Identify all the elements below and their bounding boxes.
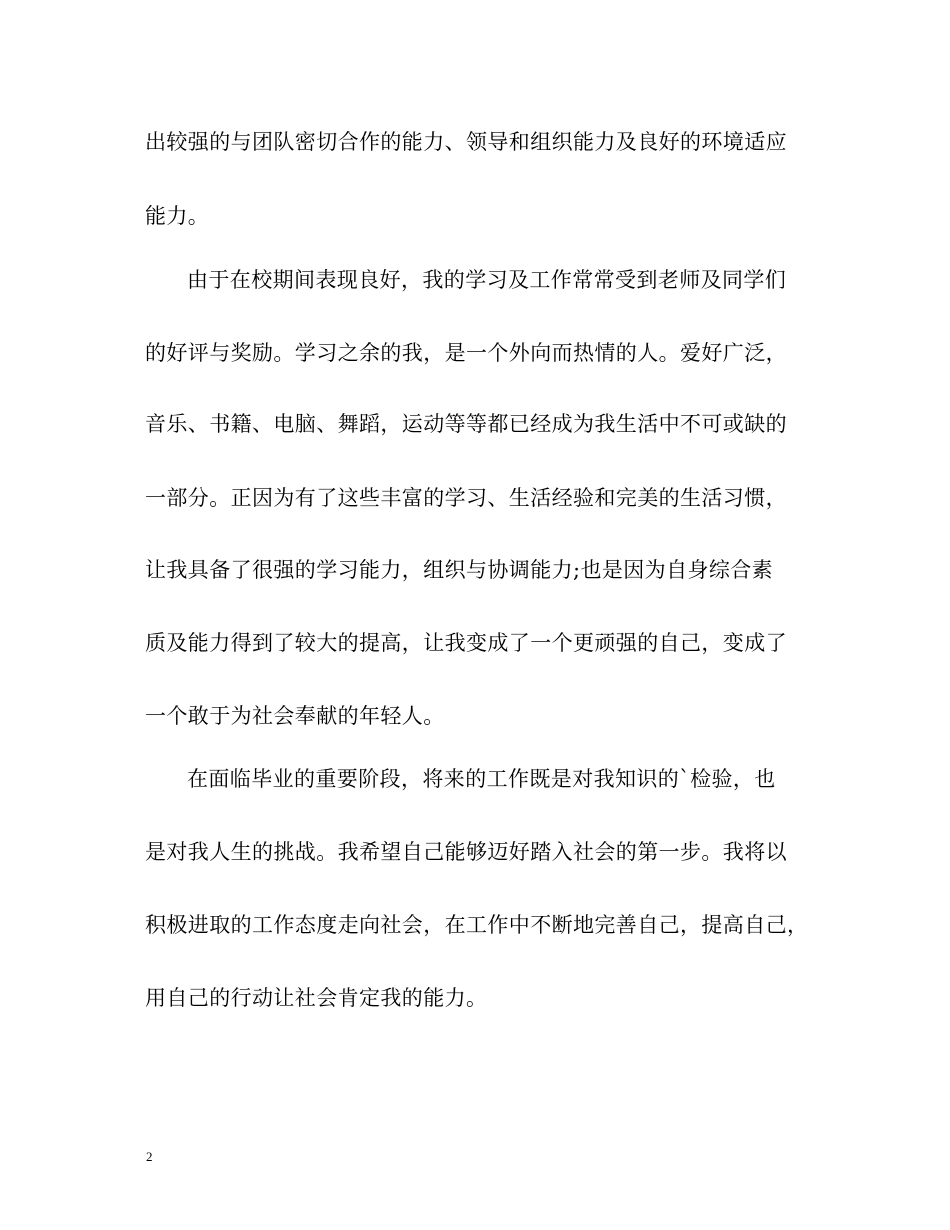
text-line: 出较强的与团队密切合作的能力、领导和组织能力及良好的环境适应 (145, 130, 787, 154)
paragraph-first-line: 由于在校期间表现良好，我的学习及工作常常受到老师及同学们 (187, 268, 787, 292)
text-line: 能力。 (145, 204, 210, 228)
text-line: 是对我人生的挑战。我希望自己能够迈好踏入社会的第一步。我将以 (145, 840, 787, 864)
text-line: 用自己的行动让社会肯定我的能力。 (145, 986, 488, 1010)
text-line: 质及能力得到了较大的提高，让我变成了一个更顽强的自己，变成了 (145, 631, 787, 655)
text-line: 一个敢于为社会奉献的年轻人。 (145, 704, 445, 728)
text-line: 的好评与奖励。学习之余的我，是一个外向而热情的人。爱好广泛， (145, 341, 787, 365)
text-line: 音乐、书籍、电脑、舞蹈，运动等等都已经成为我生活中不可或缺的 (145, 412, 787, 436)
text-line: 让我具备了很强的学习能力，组织与协调能力;也是因为自身综合素 (145, 558, 774, 582)
text-line: 一部分。正因为有了这些丰富的学习、生活经验和完美的生活习惯， (145, 486, 787, 510)
text-line: 积极进取的工作态度走向社会，在工作中不断地完善自己，提高自己， (145, 913, 809, 937)
paragraph-first-line: 在面临毕业的重要阶段，将来的工作既是对我知识的`检验，也 (187, 767, 776, 791)
page-number: 2 (146, 1149, 153, 1164)
